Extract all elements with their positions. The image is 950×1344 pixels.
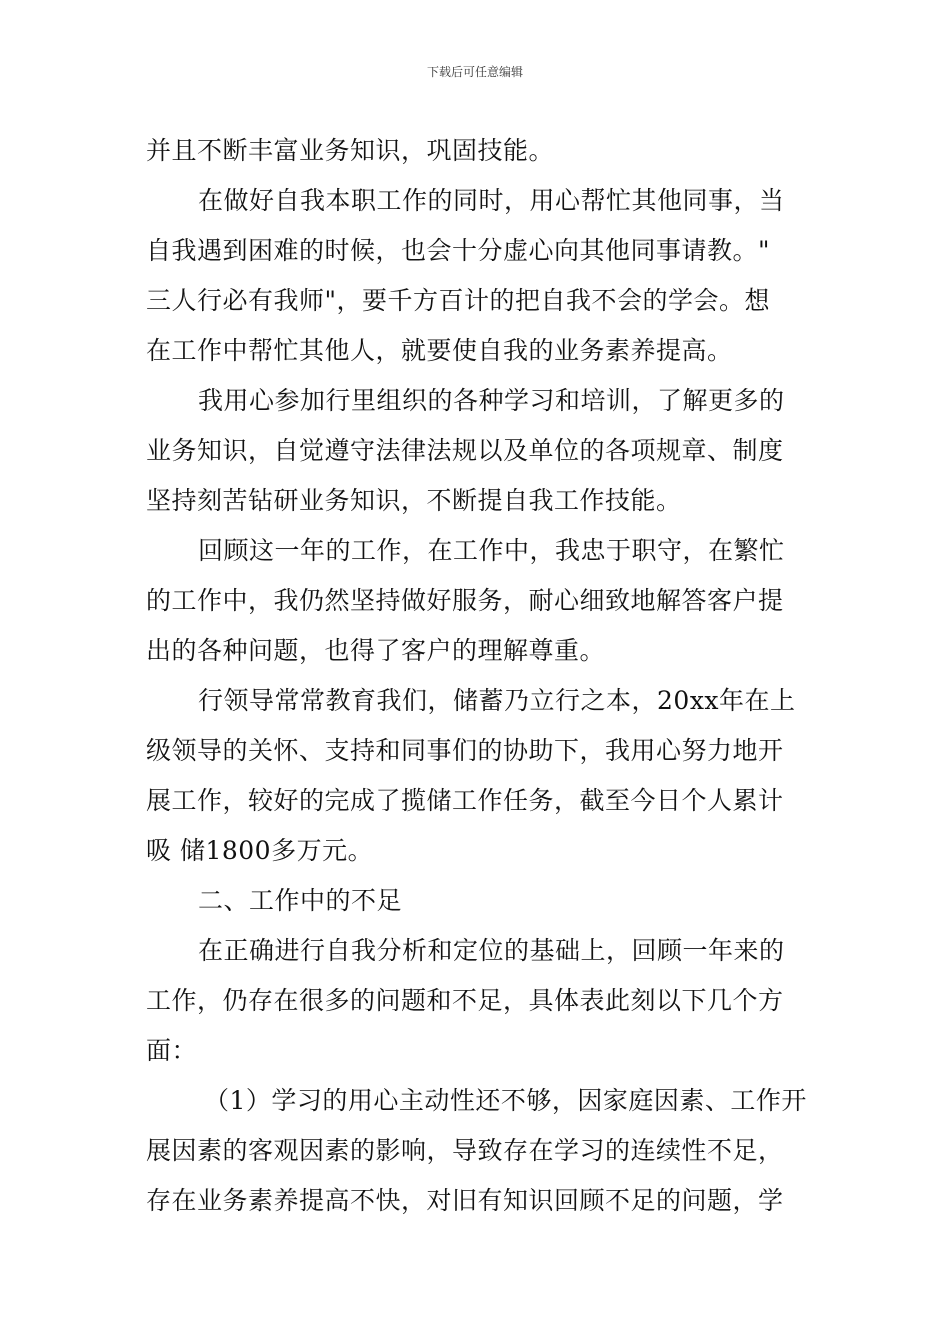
text-line: 业务知识，自觉遵守法律法规以及单位的各项规章、制度 — [146, 436, 784, 465]
section-heading: 二、工作中的不足 — [198, 886, 403, 915]
text-line: （1）学习的用心主动性还不够，因家庭因素、工作开 — [204, 1086, 807, 1115]
text-line: 坚持刻苦钻研业务知识，不断提自我工作技能。 — [146, 486, 682, 515]
text-line: 级领导的关怀、支持和同事们的协助下，我用心努力地开 — [146, 736, 784, 765]
text-line: 的工作中，我仍然坚持做好服务，耐心细致地解答客户提 — [146, 586, 784, 615]
text-line: 出的各种问题，也得了客户的理解尊重。 — [146, 636, 606, 665]
document-body — [146, 126, 810, 1226]
page-header: 下载后可任意编辑 — [426, 65, 523, 79]
text-line: 自我遇到困难的时候，也会十分虚心向其他同事请教。" — [146, 236, 771, 265]
text-line: 并且不断丰富业务知识，巩固技能。 — [146, 136, 555, 165]
text-line: 在正确进行自我分析和定位的基础上，回顾一年来的 — [198, 936, 785, 965]
text-line: 三人行必有我师"，要千方百计的把自我不会的学会。想 — [146, 286, 771, 315]
text-line: 我用心参加行里组织的各种学习和培训，了解更多的 — [198, 386, 785, 415]
text-line: 回顾这一年的工作，在工作中，我忠于职守，在繁忙 — [198, 536, 785, 565]
text-line: 行领导常常教育我们，储蓄乃立行之本，20xx年在上 — [198, 686, 796, 715]
text-line: 工作，仍存在很多的问题和不足，具体表此刻以下几个方 — [146, 986, 784, 1015]
text-line: 吸 储1800多万元。 — [146, 836, 374, 865]
text-line: 存在业务素养提高不快，对旧有知识回顾不足的问题，学 — [146, 1186, 784, 1215]
text-line: 面： — [146, 1036, 198, 1065]
text-line: 在做好自我本职工作的同时，用心帮忙其他同事，当 — [198, 186, 785, 215]
text-line: 展工作，较好的完成了揽储工作任务，截至今日个人累计 — [146, 786, 784, 815]
text-line: 在工作中帮忙其他人，就要使自我的业务素养提高。 — [146, 336, 733, 365]
text-line: 展因素的客观因素的影响，导致存在学习的连续性不足， — [146, 1136, 784, 1165]
